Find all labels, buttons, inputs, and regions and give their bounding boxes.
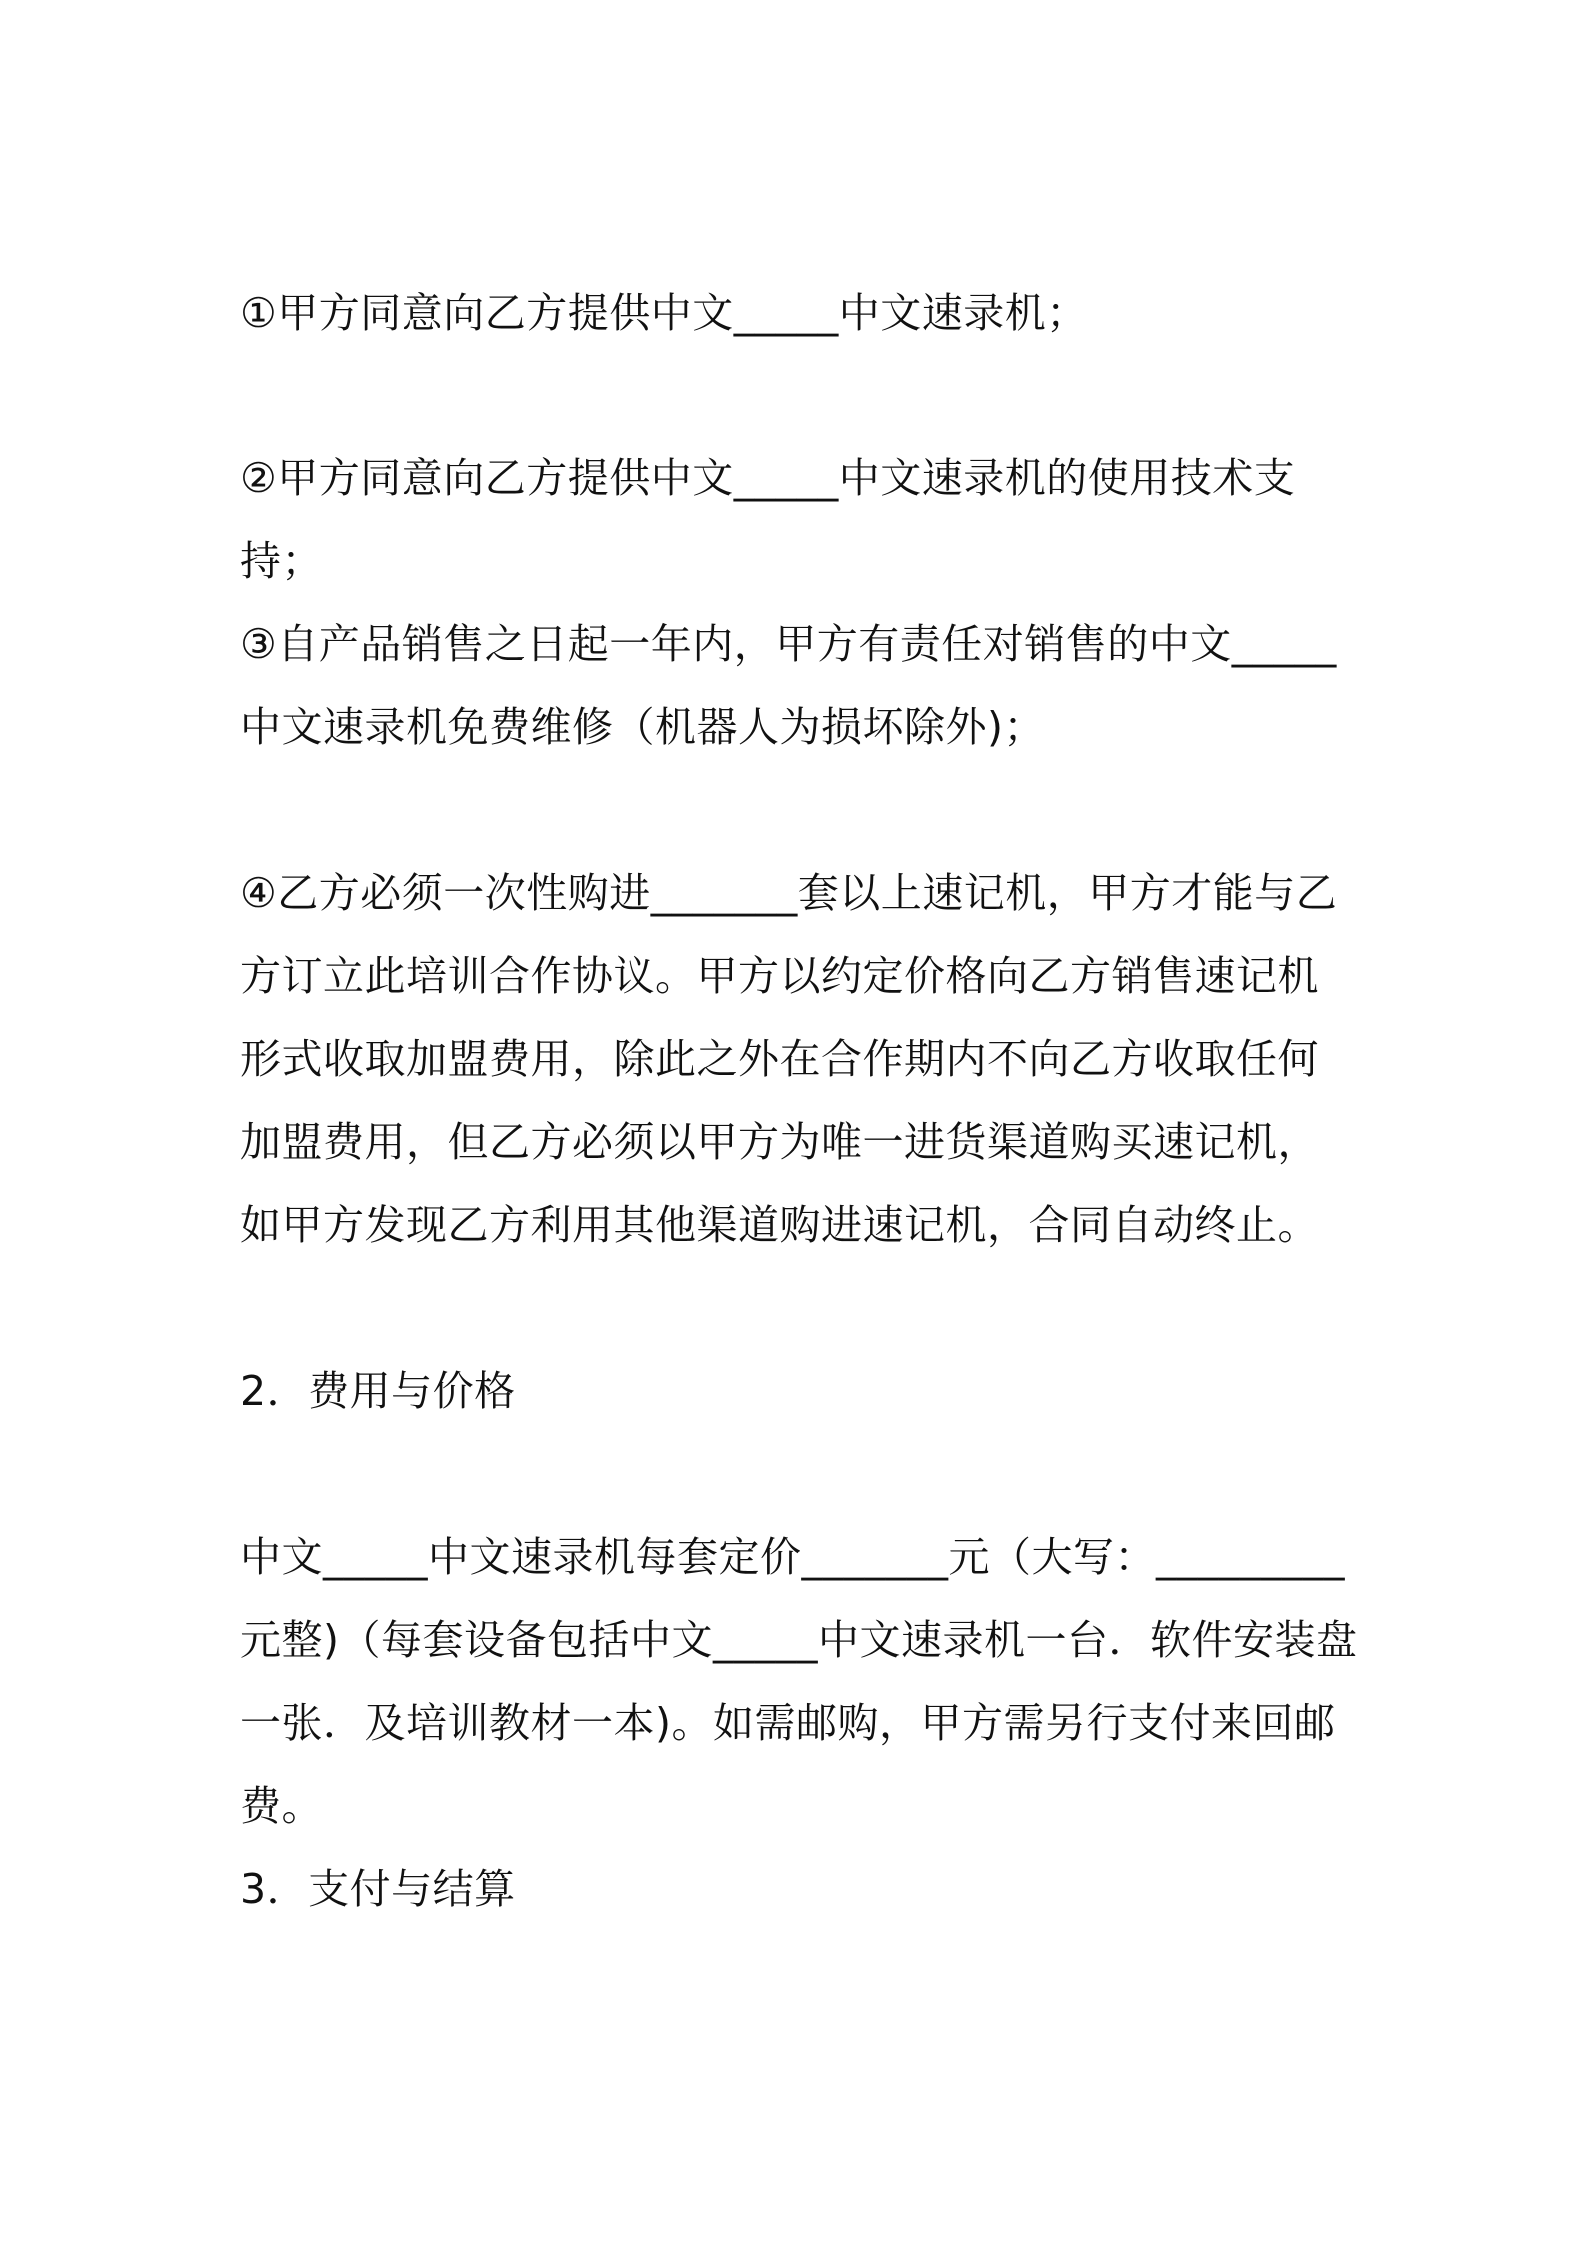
section-3-heading: 3．支付与结算: [240, 1865, 516, 1913]
clause-item-3: ③自产品销售之日起一年内，甲方有责任对销售的中文_____中文速录机免费维修（机器人为损坏除外)；: [240, 620, 1337, 751]
section-2-body: 中文_____中文速录机每套定价_______元（大写：_________元整)（每套设备包括中文_____中文速录机一台．软件安装盘一张．及培训教材一本)。如需邮购，甲方需另行支付来回邮费。: [240, 1533, 1358, 1830]
clause-item-4: ④乙方必须一次性购进_______套以上速记机，甲方才能与乙方订立此培训合作协议。甲方以约定价格向乙方销售速记机形式收取加盟费用，除此之外在合作期内不向乙方收取任何加盟费用，但乙方必须以甲方为唯一进货渠道购买速记机，如甲方发现乙方利用其他渠道购进速记机，合同自动终止。: [240, 869, 1338, 1249]
clause-item-2: ②甲方同意向乙方提供中文_____中文速录机的使用技术支持；: [240, 454, 1296, 585]
clause-item-1: ①甲方同意向乙方提供中文_____中文速录机；: [240, 289, 1088, 337]
section-2-heading: 2．费用与价格: [240, 1367, 516, 1415]
